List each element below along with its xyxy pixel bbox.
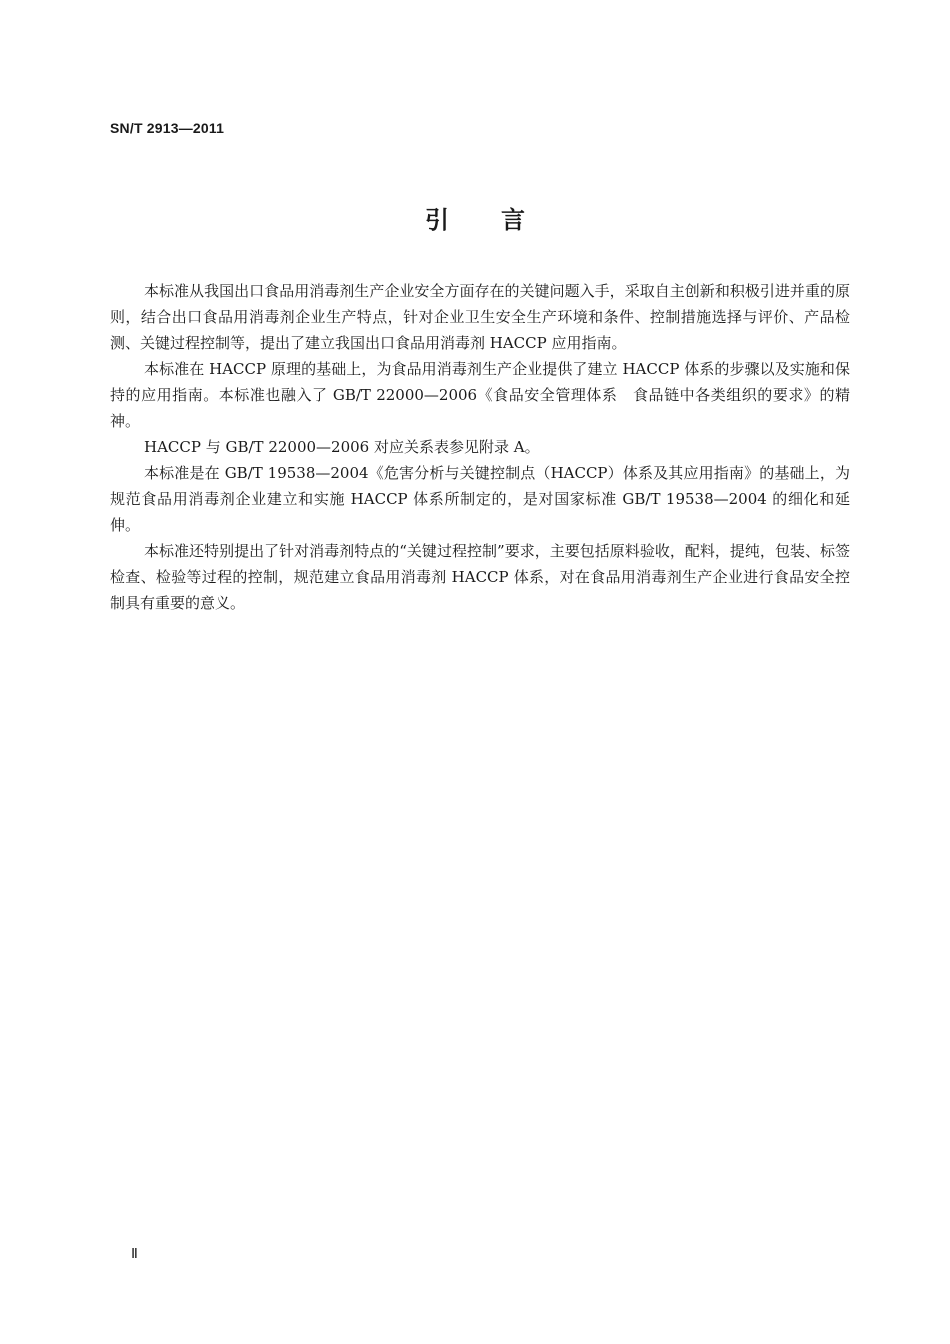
- paragraph: 本标准是在 GB/T 19538—2004《危害分析与关键控制点（HACCP）体系及其应用指南》的基础上，为规范食品用消毒剂企业建立和实施 HACCP 体系所制定的，是对国家标准 GB/T 19538—2004 的细化和延伸。: [110, 464, 850, 534]
- page-title: 引言: [425, 206, 577, 234]
- document-body: [110, 278, 850, 616]
- paragraph: 本标准还特别提出了针对消毒剂特点的“关键过程控制”要求，主要包括原料验收，配料，提纯，包装、标签检查、检验等过程的控制，规范建立食品用消毒剂 HACCP 体系，对在食品用消毒剂生产企业进行食品安全控制具有重要的意义。: [110, 542, 850, 612]
- paragraph: 本标准从我国出口食品用消毒剂生产企业安全方面存在的关键问题入手，采取自主创新和积极引进并重的原则，结合出口食品用消毒剂企业生产特点，针对企业卫生安全生产环境和条件、控制措施选择与评价、产品检测、关键过程控制等，提出了建立我国出口食品用消毒剂 HACCP 应用指南。: [110, 282, 850, 352]
- page-number: Ⅱ: [131, 1247, 138, 1262]
- standard-code: SN/T 2913—2011: [110, 120, 225, 136]
- paragraph: 本标准在 HACCP 原理的基础上，为食品用消毒剂生产企业提供了建立 HACCP 体系的步骤以及实施和保持的应用指南。本标准也融入了 GB/T 22000—2006《食品安全管理体系 食品链中各类组织的要求》的精神。: [110, 360, 850, 430]
- paragraph: HACCP 与 GB/T 22000—2006 对应关系表参见附录 A。: [144, 438, 540, 456]
